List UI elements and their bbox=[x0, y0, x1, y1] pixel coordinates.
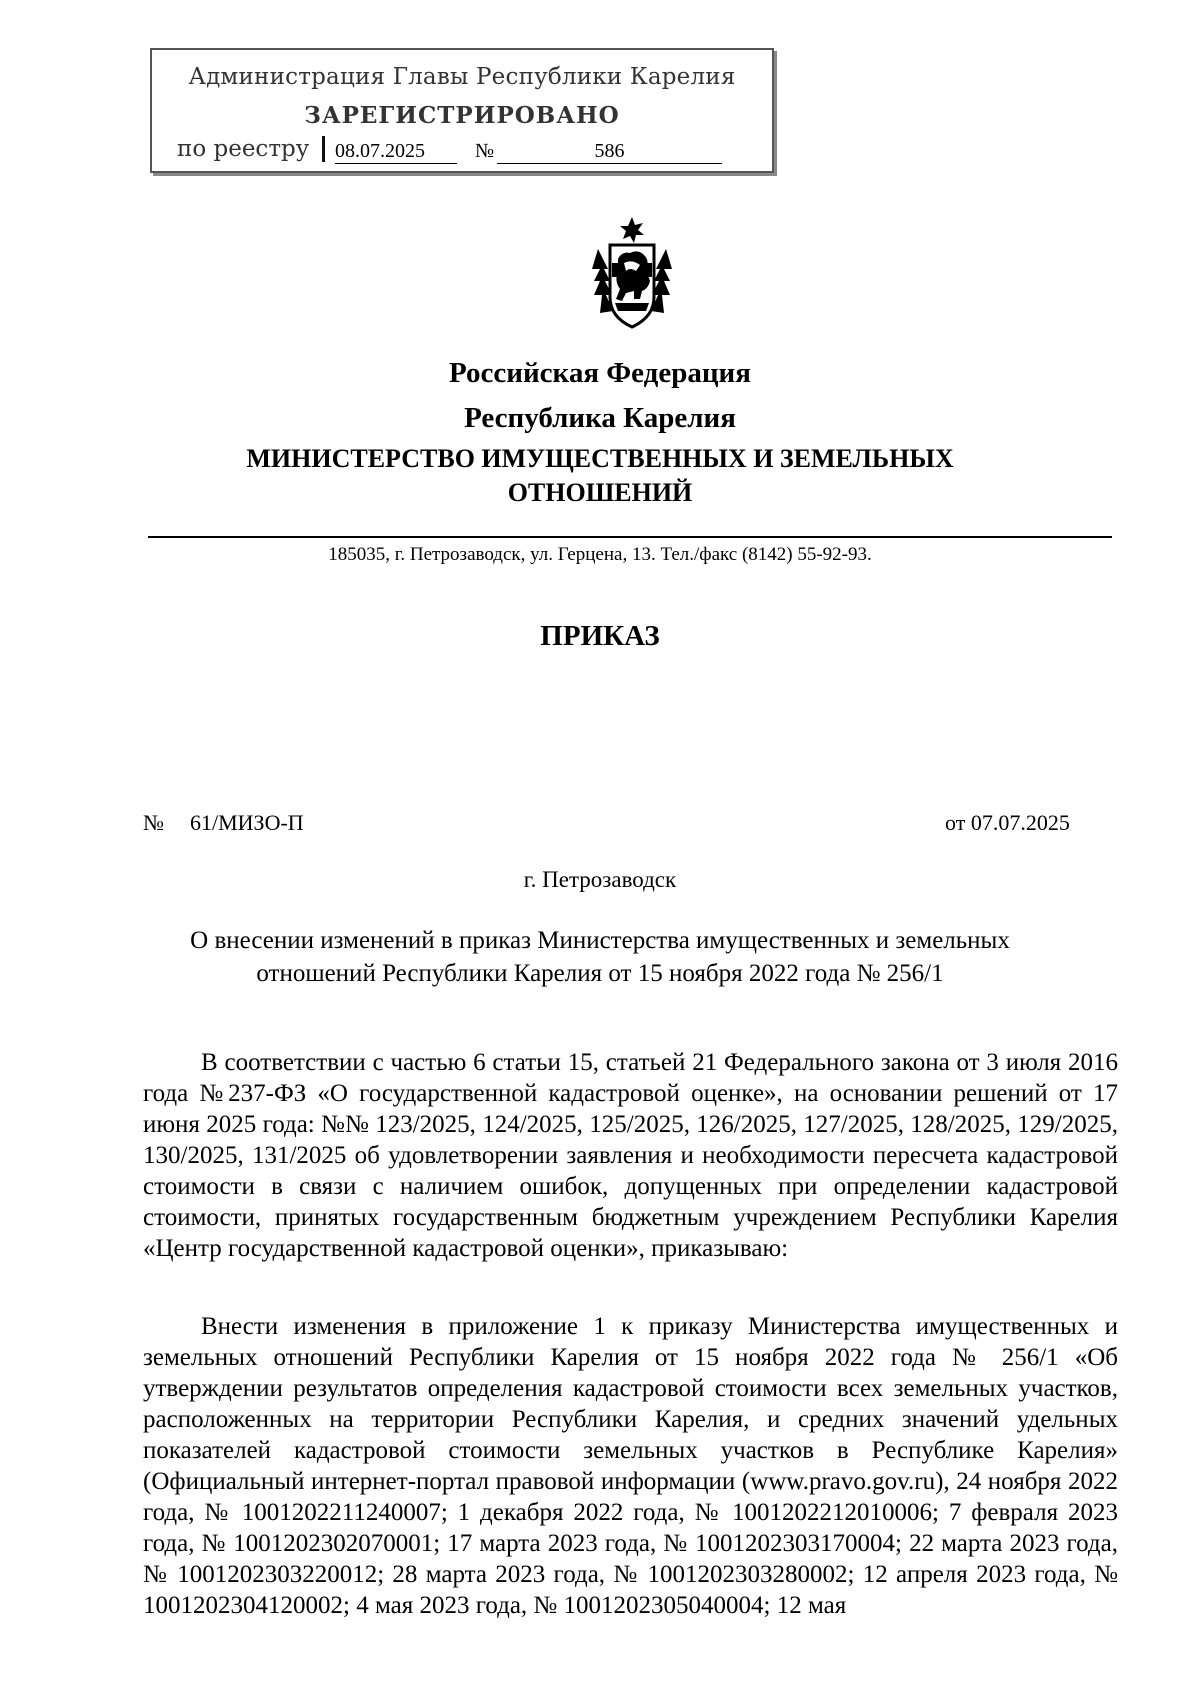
order-date: от 07.07.2025 bbox=[945, 810, 1070, 835]
region-heading: Республика Карелия bbox=[464, 402, 736, 434]
stamp-registry-label: по реестру bbox=[177, 136, 310, 162]
ministry-address: 185035, г. Петрозаводск, ул. Герцена, 13. Тел./факс (8142) 55-92-93. bbox=[328, 544, 872, 565]
order-number: 61/МИЗО-П bbox=[190, 810, 304, 835]
header-divider bbox=[148, 536, 1112, 538]
order-title-line1: О внесении изменений в приказ Министерства имущественных и земельных bbox=[190, 927, 1010, 954]
order-title-line2: отношений Республики Карелия от 15 ноября 2022 года № 256/1 bbox=[256, 960, 944, 987]
stamp-registered: ЗАРЕГИСТРИРОВАНО bbox=[304, 102, 620, 129]
stamp-number: 586 bbox=[497, 140, 722, 164]
country-heading: Российская Федерация bbox=[449, 357, 751, 389]
karelia-coat-of-arms-icon bbox=[588, 215, 676, 331]
body-paragraph-2 bbox=[143, 1311, 1118, 1621]
stamp-date: 08.07.2025 bbox=[335, 140, 457, 164]
registration-stamp bbox=[150, 48, 774, 173]
stamp-authority: Администрация Главы Республики Карелия bbox=[188, 64, 736, 90]
paragraph-1-text: В соответствии с частью 6 статьи 15, статьей 21 Федерального закона от 3 июля 2016 года №237-ФЗ «О государственной кадастровой оценке», на основании решений от 17 июня 2025 года: №№ 123/2025, 124/2025, 125/2025, 126/2025, 127/2025, 128/2025, 129/2025, 130/2025, 131/2025 об удовлетворении заявления и необходимости пересчета кадастровой стоимости в связи с наличием ошибок, допущенных при определении кадастровой стоимости, принятых государственным бюджетным учреждением Республики Карелия «Центр государственной кадастровой оценки», приказываю: bbox=[143, 1049, 1118, 1262]
document-type: ПРИКАЗ bbox=[540, 620, 660, 652]
stamp-bar bbox=[322, 136, 325, 162]
ministry-heading-line1: МИНИСТЕРСТВО ИМУЩЕСТВЕННЫХ И ЗЕМЕЛЬНЫХ bbox=[246, 444, 954, 473]
order-city: г. Петрозаводск bbox=[523, 867, 677, 892]
stamp-number-sign: № bbox=[475, 140, 495, 162]
paragraph-2-text: Внести изменения в приложение 1 к приказу Министерства имущественных и земельных отношений Республики Карелия от 15 ноября 2022 года № 256/1 «Об утверждении результатов определения кадастровой стоимости всех земельных участков, расположенных на территории Республики Карелия, и средних значений удельных показателей кадастровой стоимости земельных участков в Республике Карелия» (Официальный интернет-портал правовой информации (www.pravo.gov.ru), 24 ноября 2022 года, № 1001202211240007; 1 декабря 2022 года, № 1001202212010006; 7 февраля 2023 года, № 1001202302070001; 17 марта 2023 года, № 1001202303170004; 22 марта 2023 года, № 1001202303220012; 28 марта 2023 года, № 1001202303280002; 12 апреля 2023 года, № 1001202304120002; 4 мая 2023 года, № 1001202305040004; 12 мая bbox=[143, 1313, 1118, 1619]
order-number-sign: № bbox=[143, 810, 164, 835]
body-paragraph-1 bbox=[143, 1047, 1118, 1264]
ministry-heading-line2: ОТНОШЕНИЙ bbox=[507, 478, 693, 507]
